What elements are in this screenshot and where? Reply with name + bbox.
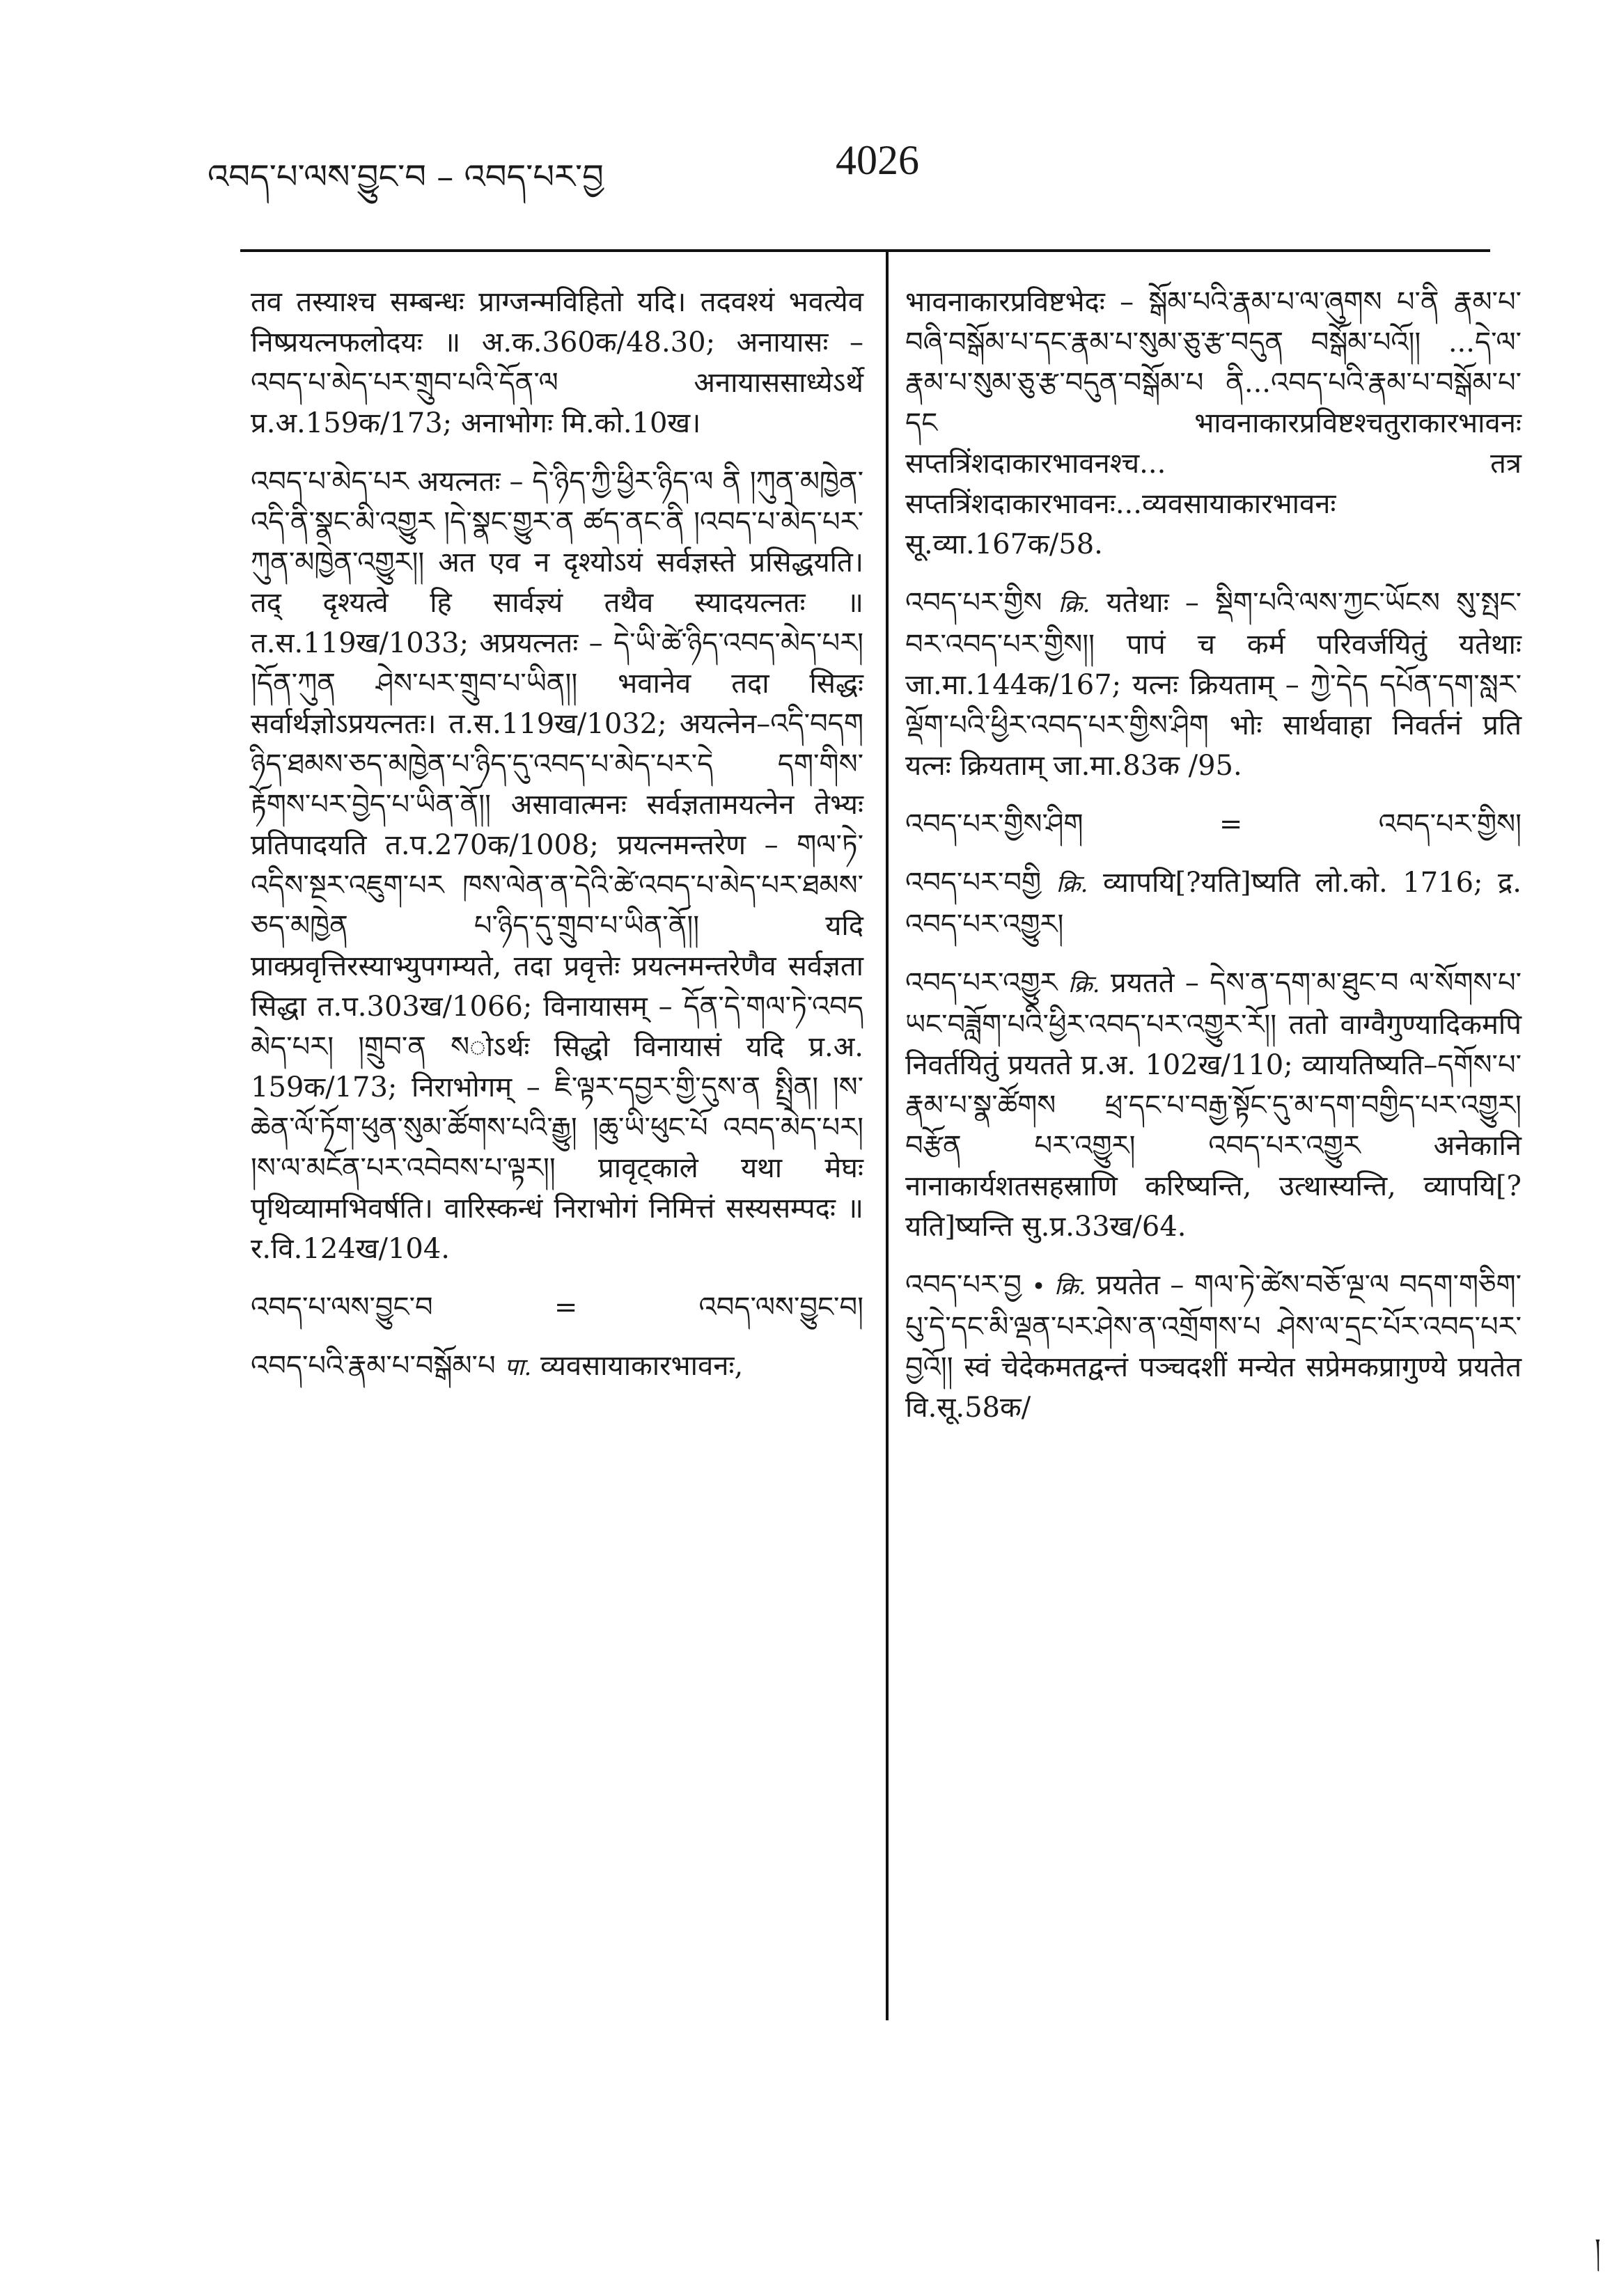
cross-reference: འབད་པར་གྱིས། <box>1378 808 1522 840</box>
entry-headword: འབད་པར་བགྱི <box>905 867 1042 899</box>
grammar-label: क्रि. <box>1058 590 1090 618</box>
left-column <box>251 282 863 1406</box>
grammar-label: क्रि. <box>1056 870 1088 898</box>
right-column <box>905 282 1522 1446</box>
entry-continuation: तव तस्याश्च सम्बन्धः प्राग्जन्मविहितो यदि। तदवश्यं भवत्येव निष्प्रयत्नफलोदयः ॥ अ.क.360क/48.30; अनायासः – འབད་པ་མེད་པར་གྲུབ་པའི་དོན་ལ अनायाससाध्येऽर्थे प्र.अ.159क/173; अनाभोगः मि.को.10ख। <box>251 286 863 439</box>
entry-headword: འབད་པ་ལས་བྱུང་བ <box>251 1291 433 1323</box>
entry-body: यतेथाः – སྡིག་པའི་ལས་ཀྱང་ཡོངས སུ་སྤང་བར་འབད་པར་གྱིས།། पापं च कर्म परिवर्जयितुं यतेथाः जा.मा.144क/167; यत्नः क्रियताम् – ཀྱེ་དེད དཔོན་དག་སླར་ལྡོག་པའི་ཕྱིར་འབད་པར་གྱིས་ཤིག भोः सार्थवाहा निवर्तनं प्रति यत्नः क्रियताम् जा.मा.83क /95. <box>905 587 1522 782</box>
entry-headword: འབད་པར་གྱིས <box>905 587 1042 619</box>
entry-headword: འབད་པ་མེད་པར <box>251 466 409 498</box>
dictionary-entry <box>251 1346 863 1387</box>
page-number: 4026 <box>836 137 919 183</box>
entry-body: प्रयतेत – གལ་ཏེ་ཚེས་བཅོ་ལྔ་ལ བདག་གཅིག་པུ་དེ་དང་མི་ལྡན་པར་ཤེས་ན་འགྲོགས་པ ཤེས་ལ་དྲང་པོར་འབད་པར་བྱའོ།། स्वं चेदेकमतद्वन्तं पञ्चदशीं मन्येत सप्रेमकप्रागुण्ये प्रयतेत वि.सू.58क/ <box>905 1269 1522 1424</box>
dictionary-entry <box>905 583 1522 786</box>
dictionary-entry <box>905 1265 1522 1428</box>
grammar-label: • क्रि. <box>1031 1273 1086 1300</box>
entry-body: प्रयतते – དེས་ན་དག་མ་ཐུང་བ ལ་སོགས་པ་ཡང་བཟློག་པའི་ཕྱིར་འབད་པར་འགྱུར་རོ།། ततो वाग्वैगुण्यादिकमपि निवर्तयितुं प्रयतते प्र.अ. 102ख/110; व्यायतिष्यति–དགོས་པ་རྣམ་པ་སྣ་ཚོགས ཕྲ་དང་པ་བརྒྱ་སྟོང་དུ་མ་དག་བགྱིད་པར་འགྱུར། བརྩོན པར་འགྱུར། འབད་པར་འགྱུར अनेकानि नानाकार्यशतसहस्राणि करिष्यन्ति, उत्थास्यन्ति, व्यापयि[?यति]ष्यन्ति सु.प्र.33ख/64. <box>905 967 1522 1243</box>
entry-headword: འབད་པར་འགྱུར <box>905 967 1058 999</box>
column-divider <box>886 252 889 2020</box>
cross-reference-entry <box>251 1287 863 1328</box>
header-rule <box>240 249 1490 252</box>
entry-body: अयत्नतः – དེ་ཉིད་ཀྱི་ཕྱིར་ཉིད་ལ ནི །ཀུན་མཁྱེན་འདི་ནི་སྣང་མི་འགྱུར །དེ་སྣང་གྱུར་ན ཚད་ནང་ནི །འབད་པ་མེད་པར་ཀུན་མཁྱེན་འགྱུར།། अत एव न दृश्योऽयं सर्वज्ञस्ते प्रसिद्धयति। तद् दृश्यत्वे हि सार्वज्ञ्यं तथैव स्यादयत्नतः ॥ त.स.119ख/1033; अप्रयत्नतः – དེ་ཡི་ཚེ་ཉིད་འབད་མེད་པར། །དོན་ཀུན ཤེས་པར་གྲུབ་པ་ཡིན།། भवानेव तदा सिद्धः सर्वार्थज्ञोऽप्रयत्नतः। त.स.119ख/1032; अयत्नेन–འདི་བདག ཉིད་ཐམས་ཅད་མཁྱེན་པ་ཉིད་དུ་འབད་པ་མེད་པར་དེ དག་གིས་རྟོགས་པར་བྱེད་པ་ཡིན་ནོ།། असावात्मनः सर्वज्ञतामयत्नेन तेभ्यः प्रतिपादयति त.प.270क/1008; प्रयत्नमन्तरेण – གལ་ཏེ་འདིས་སྔར་འཇུག་པར ཁས་ལེན་ན་དེའི་ཚེ་འབད་པ་མེད་པར་ཐམས་ཅད་མཁྱེན པ་ཉིད་དུ་གྲུབ་པ་ཡིན་ནོ།། यदि प्राक्प्रवृत्तिरस्याभ्युपगम्यते, तदा प्रवृत्तेः प्रयत्नमन्तरेणैव सर्वज्ञता सिद्धा त.प.303ख/1066; विनायासम् – དོན་དེ་གལ་ཏེ་འབད མེད་པར། །གྲུབ་ན སोऽर्थः सिद्धो विनायासं यदि प्र.अ. 159क/173; निराभोगम् – ཇི་ལྟར་དབྱར་གྱི་དུས་ན སྤྲིན། །ས་ཆེན་ལོ་ཏོག་ཕུན་སུམ་ཚོགས་པའི་རྒྱུ། །ཆུ་ཡི་ཕུང་པོ འབད་མེད་པར། །ས་ལ་མངོན་པར་འབེབས་པ་ལྟར།། प्रावृट्काले यथा मेघः पृथिव्यामभिवर्षति। वारिस्कन्धं निराभोगं निमित्तं सस्यसम्पदः ॥ र.वि.124ख/104. <box>251 466 864 1265</box>
dictionary-entry <box>251 462 863 1269</box>
running-head: འབད་པ་ལས་བྱུང་བ – འབད་པར་བྱ <box>208 157 604 196</box>
entry-headword: འབད་པར་བྱ <box>905 1269 1022 1301</box>
grammar-label: क्रि. <box>1067 970 1100 998</box>
grammar-label: पा. <box>504 1353 532 1381</box>
dictionary-entry <box>905 963 1522 1247</box>
entry-headword: འབད་པའི་རྣམ་པ་བསྒོམ་པ <box>251 1350 496 1382</box>
entry-headword: འབད་པར་གྱིས་ཤིག <box>905 808 1084 840</box>
dictionary-entry <box>905 863 1522 945</box>
entry-body: व्यवसायाकारभावनः, <box>540 1350 744 1382</box>
cross-reference: འབད་ལས་བྱུང་བ། <box>698 1291 863 1323</box>
cross-reference-entry <box>905 804 1522 844</box>
entry-body: व्यापयि[?यति]ष्यति लो.को. 1716; द्र. འབད་པར་འགྱུར། <box>905 867 1522 941</box>
equals-sign: = <box>1219 808 1243 840</box>
margin-mark: ། <box>1595 2233 1601 2265</box>
equals-sign: = <box>554 1291 578 1323</box>
entry-continuation: भावनाकारप्रविष्टभेदः – སྒོམ་པའི་རྣམ་པ་ལ་ཞུགས པ་ནི རྣམ་པ་བཞི་བསྒོམ་པ་དང་རྣམ་པ་སུམ་ཅུ་རྩ་བདུན བསྒོམ་པའོ།། ...དེ་ལ་རྣམ་པ་སུམ་ཅུ་རྩ་བདུན་བསྒོམ་པ ནི...འབད་པའི་རྣམ་པ་བསྒོམ་པ་དང भावनाकारप्रविष्टश्चतुराकारभावनः सप्तत्रिंशदाकारभावनश्च... तत्र सप्तत्रिंशदाकारभावनः...व्यवसायाकारभावनः सू.व्या.167क/58. <box>905 286 1522 560</box>
